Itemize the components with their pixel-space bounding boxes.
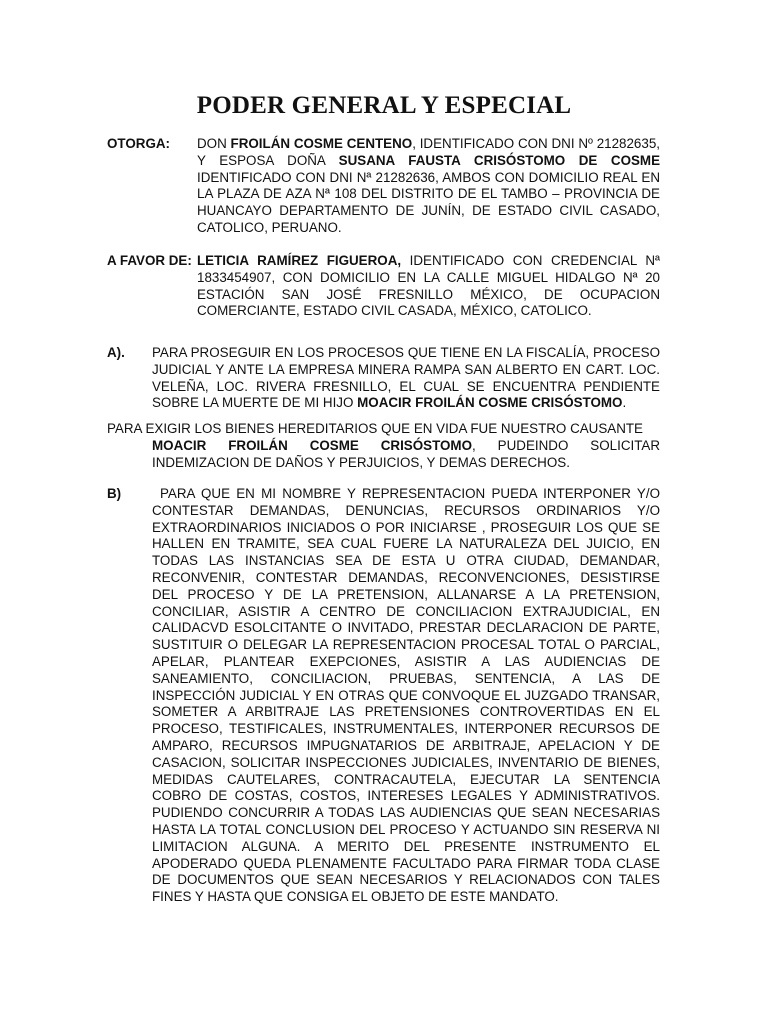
- section-a-label: A).: [107, 345, 125, 360]
- section-b-paragraph: PARA QUE EN MI NOMBRE Y REPRESENTACION PUEDA INTERPONER Y/O CONTESTAR DEMANDAS, DENUNCIAS, RECURSOS ORDINARIOS Y/O EXTRAORDINARIOS INICIADOS O POR INICIARSE , PROSEGUIR LOS QUE SE HALLEN EN TRAMITE, SEA CUAL FUERE LA NATURALEZA DEL JUICIO, EN TODAS LAS INSTANCIAS SEA DE ESTA U OTRA CIUDAD, DEMANDAR, RECONVENIR, CONTESTAR DEMANDAS, RECONVENCIONES, DESISTIRSE DEL PROCESO Y DE LA PRETENSION, ALLANARSE A LA PRETENSION, CONCILIAR, ASISTIR A CENTRO DE CONCILIACION EXTRAJUDICIAL, EN CALIDACVD ESOLCITANTE O INVITADO, PRESTAR DECLARACION DE PARTE, SUSTITUIR O DELEGAR LA REPRESENTACION PROCESAL TOTAL O PARCIAL, APELAR, PLANTEAR EXEPCIONES, ASISTIR A LAS AUDIENCIAS DE SANEAMIENTO, CONCILIACION, PRUEBAS, SENTENCIA, A LAS DE INSPECCIÓN JUDICIAL Y EN OTRAS QUE CONVOQUE EL JUZGADO TRANSAR, SOMETER A ARBITRAJE LAS PRETENSIONES CONTROVERTIDAS EN EL PROCESO, TESTIFICALES, INSTRUMENTALES, INTERPONER RECURSOS DE AMPARO, RECURSOS IMPUGNATARIOS DE ARBITRAJE, APELACION Y DE CASACION, SOLICITAR INSPECCIONES JUDICIALES, INVENTARIO DE BIENES, MEDIDAS CAUTELARES, CONTRACAUTELA, EJECUTAR LA SENTENCIA COBRO DE COSTAS, COSTOS, INTERESES LEGALES Y ADMINISTRATIVOS. PUDIENDO CONCURRIR A TODAS LAS AUDIENCIAS QUE SEAN NECESARIAS HASTA LA TOTAL CONCLUSION DEL PROCESO Y ACTUANDO SIN RESERVA NI LIMITACION ALGUNA. A MERITO DEL PRESENTE INSTRUMENTO EL APODERADO QUEDA PLENAMENTE FACULTADO PARA FIRMAR TODA CLASE DE DOCUMENTOS QUE SEAN NECESARIOS Y RELACIONADOS CON TALES FINES Y HASTA QUE CONSIGA EL OBJETO DE ESTE MANDATO.: [152, 486, 660, 905]
- section-a-text-1: PARA PROSEGUIR EN LOS PROCESOS QUE TIENE EN LA FISCALÍA, PROCESO JUDICIAL Y ANTE LA EMPRESA MINERA RAMPA SAN ALBERTO EN CART. LOC. VELEÑA, LOC. RIVERA FRESNILLO, EL CUAL SE ENCUENTRA PENDIENTE SOBRE LA MUERTE DE MI HIJO: [152, 345, 660, 411]
- causante-name: MOACIR FROILÁN COSME CRISÓSTOMO: [152, 437, 473, 453]
- grantor-name: FROILÁN COSME CENTENO: [230, 136, 413, 151]
- otorga-label: OTORGA:: [107, 136, 170, 151]
- para-exigir-text: , PUDEINDO SOLICITAR INDEMIZACION DE DAÑOS Y PERJUICIOS, Y DEMAS DERECHOS.: [152, 437, 660, 470]
- otorga-text-3: IDENTIFICADO CON DNI Nª 21282636, AMBOS CON DOMICILIO REAL EN LA PLAZA DE AZA Nª 108 DEL DISTRITO DE EL TAMBO – PROVINCIA DE HUANCAYO DEPARTAMENTO DE JUNÍN, DE ESTADO CIVIL CASADO, CATOLICO, PERUANO.: [197, 169, 660, 235]
- section-b-label: B): [107, 486, 122, 501]
- a-favor-label: A FAVOR DE:: [107, 253, 192, 268]
- attorney-name: LETICIA RAMÍREZ FIGUEROA,: [197, 253, 402, 268]
- para-exigir-first-line: PARA EXIGIR LOS BIENES HEREDITARIOS QUE EN VIDA FUE NUESTRO CAUSANTE: [107, 421, 643, 436]
- otorga-text-2: , IDENTIFICADO CON DNI Nº 21282635, Y ESPOSA DOÑA: [197, 136, 660, 168]
- section-a-text-2: .: [622, 395, 627, 411]
- otorga-text-1: DON: [197, 136, 231, 151]
- a-favor-paragraph: [197, 253, 660, 320]
- son-name: MOACIR FROILÁN COSME CRISÓSTOMO: [357, 395, 623, 411]
- spouse-name: SUSANA FAUSTA CRISÓSTOMO DE COSME: [338, 152, 661, 168]
- para-exigir-rest: [107, 438, 660, 472]
- a-favor-text: IDENTIFICADO CON CREDENCIAL Nª 1833454907, CON DOMICILIO EN LA CALLE MIGUEL HIDALGO Nª 20 ESTACIÓN SAN JOSÉ FRESNILLO MÉXICO, DE OCUPACION COMERCIANTE, ESTADO CIVIL CASADA, MÉXICO, CATOLICO.: [197, 253, 661, 319]
- document-title: PODER GENERAL Y ESPECIAL: [196, 92, 572, 119]
- para-exigir-paragraph: [107, 421, 660, 471]
- section-a-paragraph: [152, 345, 660, 412]
- otorga-paragraph: [197, 136, 660, 237]
